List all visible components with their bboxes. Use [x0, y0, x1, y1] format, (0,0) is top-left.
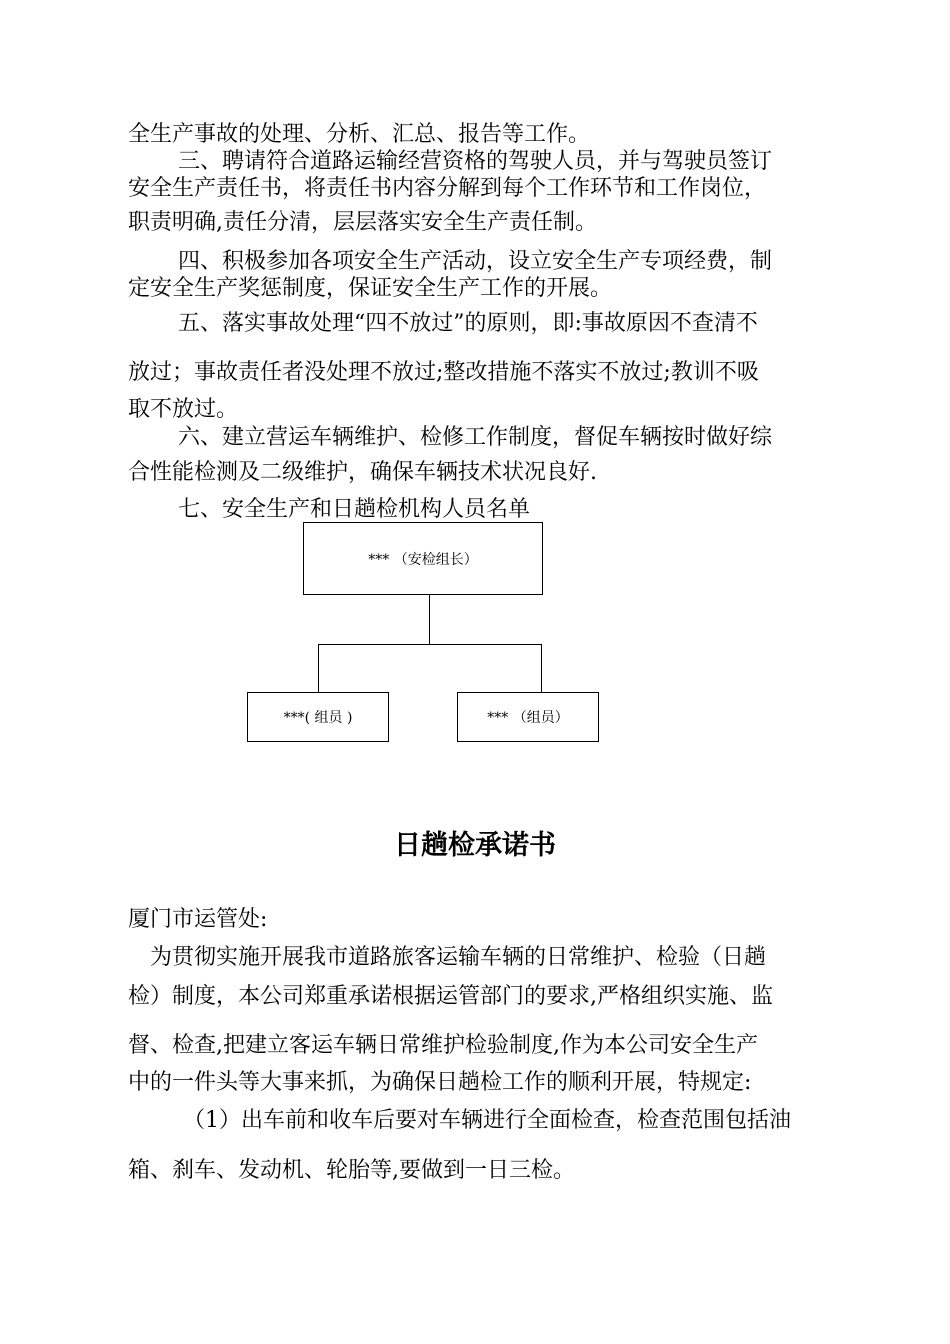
- text-line: 中的一件头等大事来抓，为确保日趟检工作的顺利开展，特规定:: [128, 1070, 752, 1095]
- text-line: 安全生产责任书，将责任书内容分解到每个工作环节和工作岗位，: [128, 176, 767, 201]
- text-line: 定安全生产奖惩制度，保证安全生产工作的开展。: [128, 276, 613, 301]
- text-line: 检）制度，本公司郑重承诺根据运管部门的要求,严格组织实施、监: [128, 984, 773, 1009]
- text-line: 五、落实事故处理“四不放过”的原则，即:事故原因不查清不: [178, 311, 758, 336]
- text-line: 合性能检测及二级维护，确保车辆技术状况良好.: [128, 460, 597, 485]
- org-connector: [541, 644, 542, 692]
- org-box-leader: [303, 522, 543, 595]
- org-connector: [318, 644, 542, 645]
- text-line: 取不放过。: [128, 397, 239, 422]
- text-line: 六、建立营运车辆维护、检修工作制度，督促车辆按时做好综: [178, 425, 773, 450]
- org-box-member-left: [247, 692, 389, 742]
- text-line: （1）出车前和收车后要对车辆进行全面检查，检查范围包括油: [183, 1108, 791, 1133]
- text-line: 箱、刹车、发动机、轮胎等,要做到一日三检。: [128, 1158, 575, 1183]
- org-leader-label: *** （安检组长）: [368, 551, 478, 568]
- org-box-member-right: [457, 692, 599, 742]
- text-line: 全生产事故的处理、分析、汇总、报告等工作。: [128, 122, 591, 147]
- org-connector: [318, 644, 319, 692]
- org-member-right-label: *** （组员）: [487, 710, 569, 726]
- text-line: 四、积极参加各项安全生产活动，设立安全生产专项经费，制: [178, 249, 773, 274]
- text-line: 三、聘请符合道路运输经营资格的驾驶人员，并与驾驶员签订: [178, 149, 773, 174]
- text-line: 放过；事故责任者没处理不放过;整改措施不落实不放过;教训不吸: [128, 360, 759, 385]
- text-line: 督、检查,把建立客运车辆日常维护检验制度,作为本公司安全生产: [128, 1033, 758, 1058]
- text-line: 为贯彻实施开展我市道路旅客运输车辆的日常维护、检验（日趟: [150, 945, 767, 970]
- text-line: 职责明确,责任分清，层层落实安全生产责任制。: [128, 210, 597, 235]
- org-member-left-label: ***( 组员 ): [283, 710, 353, 726]
- commitment-title: 日趟检承诺书: [394, 830, 556, 861]
- addressee: 厦门市运管处:: [128, 907, 268, 932]
- org-connector: [429, 595, 430, 644]
- text-line: 七、安全生产和日趟检机构人员名单: [178, 497, 531, 522]
